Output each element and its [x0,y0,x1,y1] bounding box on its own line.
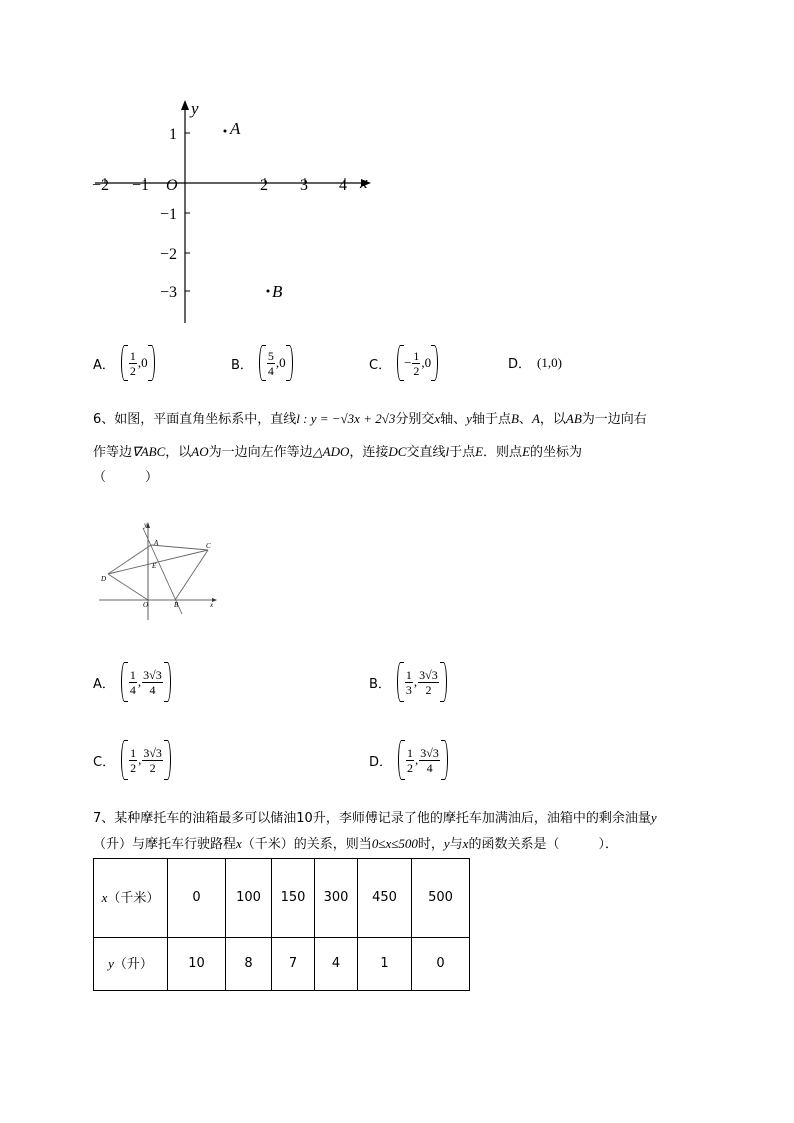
option-b-value: $\frac{1}{3}$ , $\frac{3√3}{2}$ [397,662,447,702]
y-tick-label: 1 [169,126,177,143]
option-c[interactable] [93,740,171,780]
frac-numerator: 1 [413,348,420,363]
coord-sign: − [404,355,412,370]
table-header-y: y（升） [94,938,168,991]
table-row [94,859,470,938]
coord-tail: ,0 [421,355,432,370]
option-a-value [121,345,155,381]
svg-text:C: C [206,542,211,550]
x-tick-label: −2 [92,177,110,194]
option-c-value: $\frac{1}{2}$ , $\frac{3√3}{2}$ [121,740,171,780]
x-tick-label: 4 [339,177,347,194]
table-cell: 0 [412,938,470,991]
svg-text:E: E [152,562,157,570]
question-6-figure [96,518,222,622]
table-cell: 8 [226,938,272,991]
option-b[interactable] [369,662,447,702]
y-tick-label: −3 [160,284,178,301]
question-7-line-2: （升）与摩托车行驶路程x（千米）的关系，则当0≤x≤500时，y与x的函数关系是（ ）． [93,836,618,852]
origin-label: O [166,177,178,194]
option-a[interactable] [93,345,155,381]
table-header-x: x（千米） [94,859,168,938]
option-letter: C． [369,357,392,373]
y-axis-label: y [191,99,199,118]
table-cell: 0 [168,859,226,938]
option-c[interactable] [369,345,438,381]
line-equation: l : y = −√3x + 2√3 [296,411,396,426]
table-cell: 7 [272,938,315,991]
frac-numerator: 5 [267,348,274,363]
option-c-value [397,345,438,381]
question-6-answer-blank: （ ） [93,470,159,485]
table-cell: 100 [226,859,272,938]
x-tick-label: 3 [300,177,308,194]
option-letter: D． [508,357,532,372]
table-cell: 4 [315,938,358,991]
option-d[interactable] [369,740,448,780]
frac-denominator: 4 [267,363,274,378]
coordinate-graph [90,98,380,328]
table-cell: 500 [412,859,470,938]
option-letter: B． [369,676,391,692]
svg-text:A: A [154,539,159,547]
table-cell: 10 [168,938,226,991]
option-b[interactable] [231,345,293,381]
question-6-line-1: 6、如图，平面直角坐标系中，直线l : y = −√3x + 2√3分别交x轴、y轴于点B、A，以AB为一边向右 [93,411,647,427]
svg-text:x: x [210,601,214,609]
frac-numerator: 1 [129,348,136,363]
svg-text:B: B [174,601,179,609]
data-table [93,858,470,991]
svg-text:O: O [143,601,149,609]
frac-denominator: 2 [413,363,420,378]
y-tick-label: −1 [160,206,178,223]
table-row [94,938,470,991]
option-a-value: $\frac{1}{4}$ , $\frac{3√3}{4}$ [121,662,171,702]
point-a-dot [224,130,227,133]
x-axis-label: x [360,173,368,192]
coord-tail: ,0 [275,355,286,370]
table-cell: 300 [315,859,358,938]
coord-tail: ,0 [137,355,148,370]
option-d-value: $\frac{1}{2}$ , $\frac{3√3}{4}$ [398,740,448,780]
domain-condition: 0≤x≤500 [371,836,418,851]
option-letter: B． [231,357,253,373]
table-cell: 1 [358,938,412,991]
y-tick-label: −2 [160,246,178,263]
point-b-label: B [272,282,283,301]
option-letter: A． [93,357,115,373]
x-tick-label: 2 [260,177,268,194]
option-letter: D． [369,754,393,770]
option-letter: C． [93,754,116,770]
table-cell: 150 [272,859,315,938]
point-b-dot [267,290,270,293]
option-letter: A． [93,676,115,692]
table-cell: 450 [358,859,412,938]
x-tick-label: −1 [132,177,150,194]
svg-text:D: D [101,575,107,583]
question-7-line-1: 7、某种摩托车的油箱最多可以储油10升，李师傅记录了他的摩托车加满油后，油箱中的剩余油量y [93,810,657,826]
svg-text:y: y [144,521,148,529]
frac-denominator: 2 [129,363,136,378]
option-a[interactable] [93,662,171,702]
option-b-value [259,345,293,381]
option-d-value: (1,0) [537,354,562,370]
point-a-label: A [230,119,241,138]
question-6-line-2: 作等边∇ABC，以AO为一边向左作等边△ADO，连接DC交直线l于点E．则点E的坐标为 [93,444,583,460]
option-d[interactable] [508,353,562,372]
